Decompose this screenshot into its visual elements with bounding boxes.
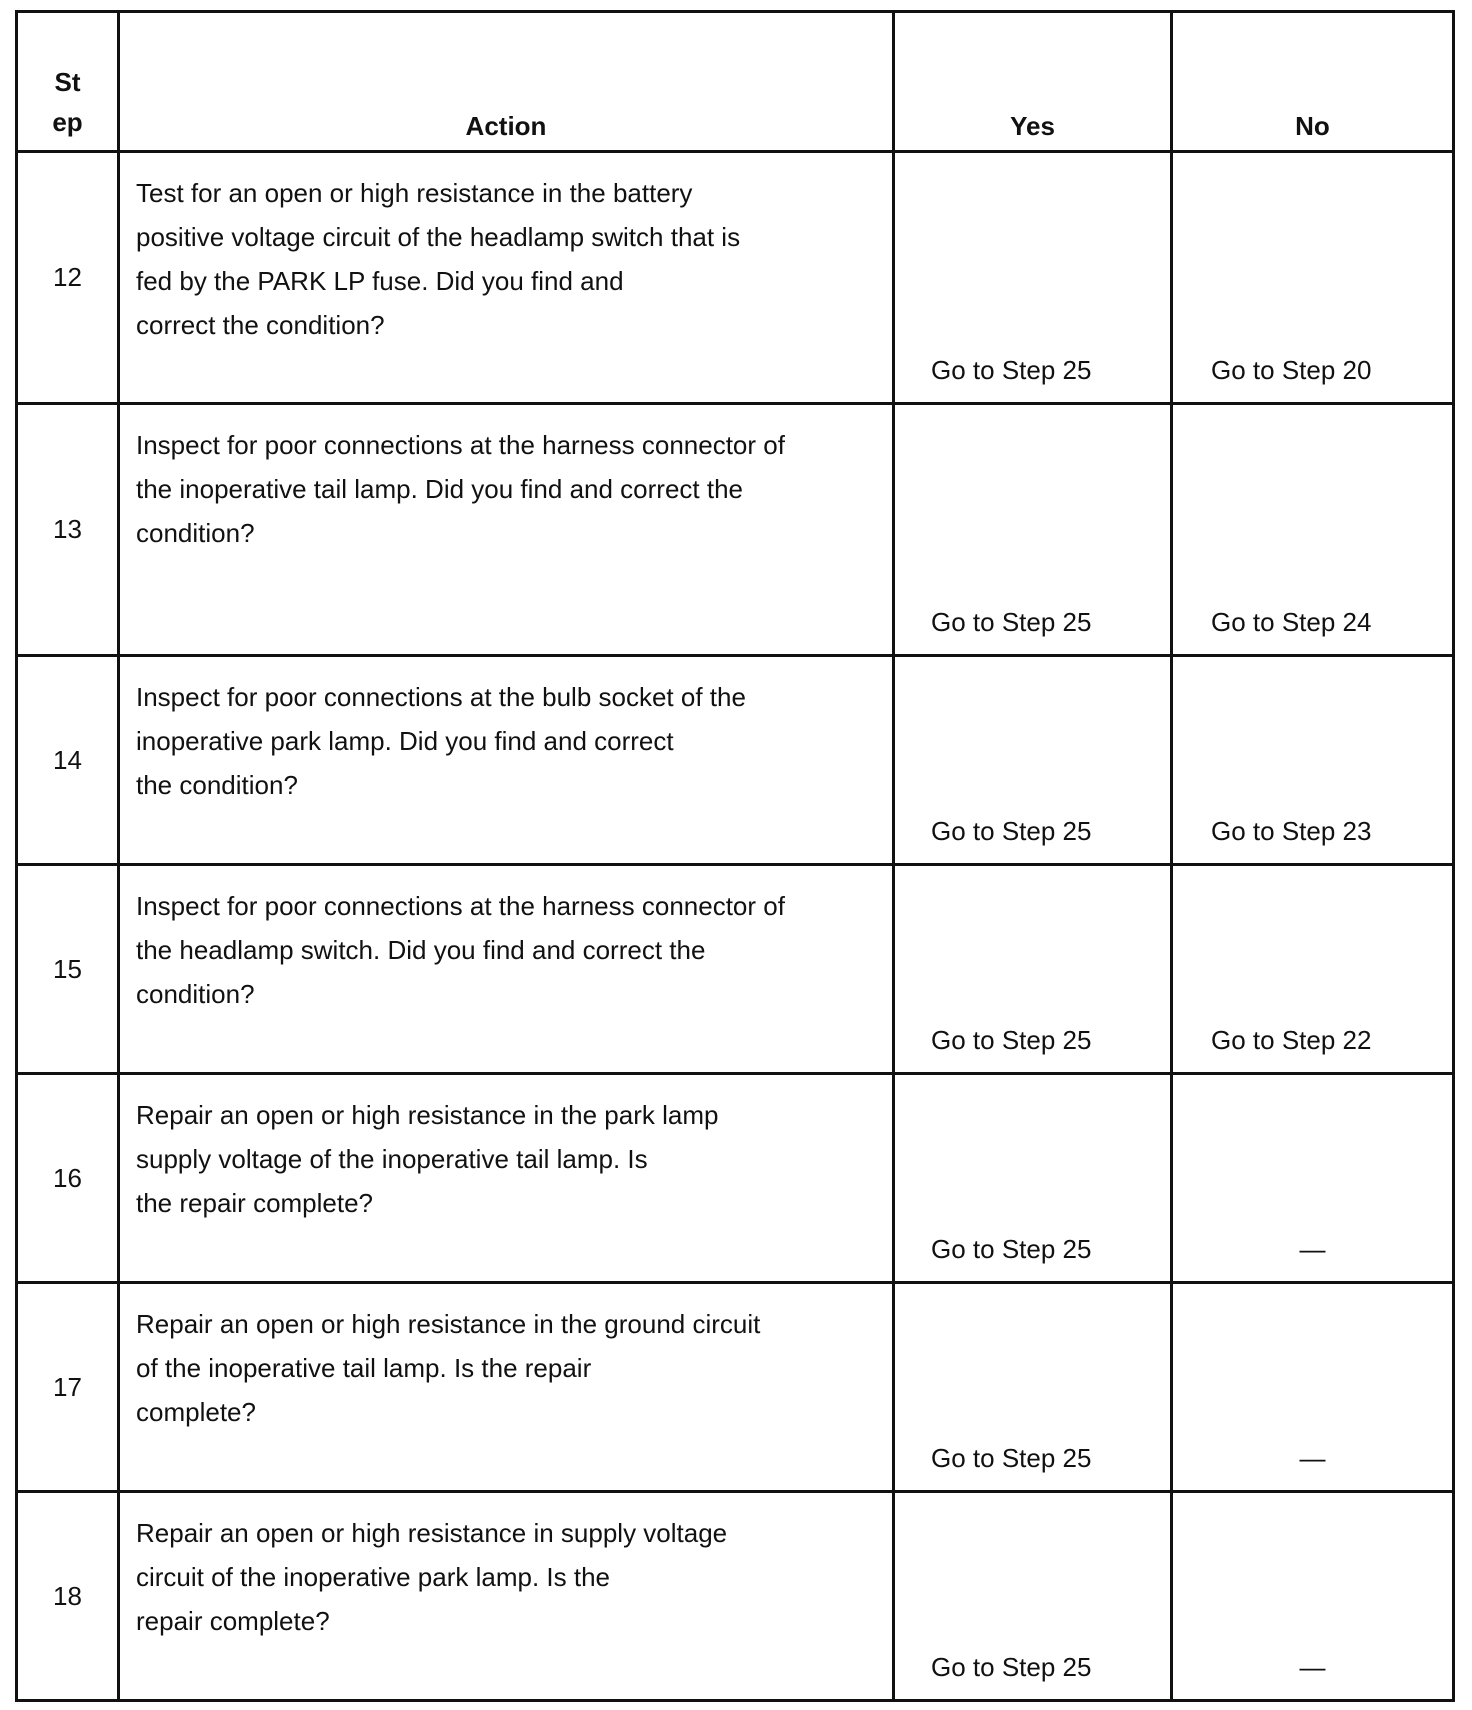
step-number: 12	[17, 152, 119, 404]
table-row	[17, 656, 1454, 865]
header-step	[17, 12, 119, 152]
yes-result: Go to Step 25	[894, 865, 1172, 1074]
no-result: Go to Step 24	[1172, 404, 1454, 656]
yes-result: Go to Step 25	[894, 1283, 1172, 1492]
yes-result: Go to Step 25	[894, 1074, 1172, 1283]
no-result: Go to Step 20	[1172, 152, 1454, 404]
step-number: 14	[17, 656, 119, 865]
no-result: Go to Step 22	[1172, 865, 1454, 1074]
header-step-line2: ep	[52, 107, 83, 137]
header-yes: Yes	[894, 12, 1172, 152]
yes-result: Go to Step 25	[894, 404, 1172, 656]
action-text: Test for an open or high resistance in the battery positive voltage circuit of the headlamp switch that is fed by the PARK LP fuse. Did you find and correct the condition?	[119, 152, 894, 404]
table-row	[17, 152, 1454, 404]
step-number: 17	[17, 1283, 119, 1492]
step-number: 16	[17, 1074, 119, 1283]
action-text: Inspect for poor connections at the bulb socket of the inoperative park lamp. Did you find and correct the condition?	[119, 656, 894, 865]
action-text: Inspect for poor connections at the harness connector of the headlamp switch. Did you find and correct the condition?	[119, 865, 894, 1074]
yes-result: Go to Step 25	[894, 152, 1172, 404]
yes-result: Go to Step 25	[894, 656, 1172, 865]
diagnostic-table	[15, 10, 1455, 1702]
table-row	[17, 1074, 1454, 1283]
no-result-dash: —	[1172, 1074, 1454, 1283]
table-header-row	[17, 12, 1454, 152]
action-text: Repair an open or high resistance in supply voltage circuit of the inoperative park lamp. Is the repair complete?	[119, 1492, 894, 1701]
table-row	[17, 1283, 1454, 1492]
action-text: Repair an open or high resistance in the park lamp supply voltage of the inoperative tail lamp. Is the repair complete?	[119, 1074, 894, 1283]
header-step-line1: St	[54, 67, 81, 97]
no-result-dash: —	[1172, 1492, 1454, 1701]
yes-result: Go to Step 25	[894, 1492, 1172, 1701]
step-number: 15	[17, 865, 119, 1074]
step-number: 18	[17, 1492, 119, 1701]
action-text: Inspect for poor connections at the harness connector of the inoperative tail lamp. Did you find and correct the condition?	[119, 404, 894, 656]
header-no: No	[1172, 12, 1454, 152]
no-result-dash: —	[1172, 1283, 1454, 1492]
step-number: 13	[17, 404, 119, 656]
table-row	[17, 865, 1454, 1074]
table-row	[17, 404, 1454, 656]
table-row	[17, 1492, 1454, 1701]
header-action: Action	[119, 12, 894, 152]
no-result: Go to Step 23	[1172, 656, 1454, 865]
action-text: Repair an open or high resistance in the ground circuit of the inoperative tail lamp. Is the repair complete?	[119, 1283, 894, 1492]
